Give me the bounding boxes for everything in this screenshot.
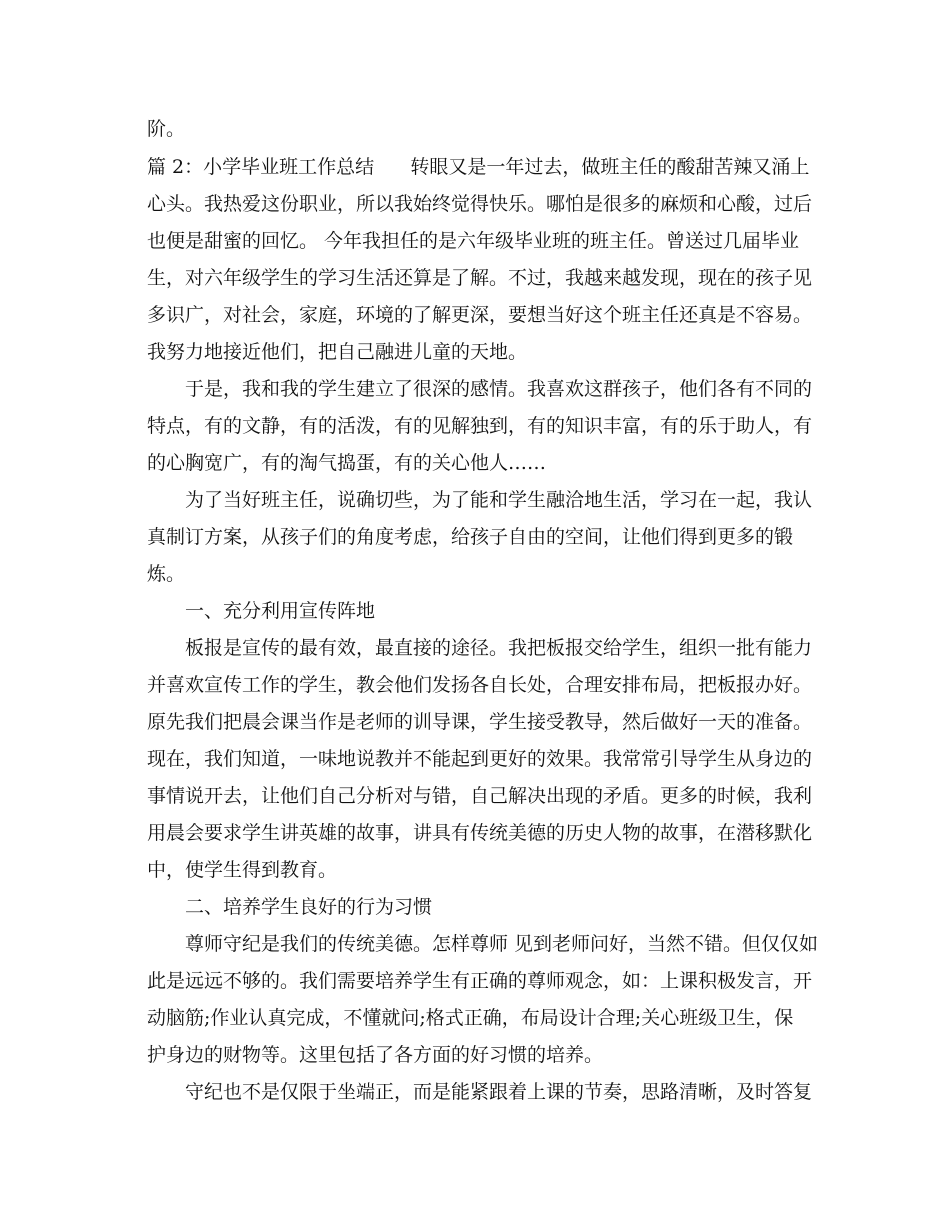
text-line: 此是远远不够的。我们需要培养学生有正确的尊师观念，如：上课积极发言，开 (147, 970, 813, 992)
section-heading: 二、培养学生良好的行为习惯 (185, 896, 433, 918)
paragraph-first-line: 板报是宣传的最有效，最直接的途径。我把板报交给学生，组织一批有能力 (185, 637, 813, 659)
text-line: 并喜欢宣传工作的学生，教会他们发扬各自长处，合理安排布局，把板报办好。 (147, 674, 813, 696)
text-line: 我努力地接近他们，把自己融进儿童的天地。 (147, 341, 528, 363)
text-line: 用晨会要求学生讲英雄的故事，讲具有传统美德的历史人物的故事，在潜移默化 (147, 822, 813, 844)
section-heading: 一、充分利用宣传阵地 (185, 600, 376, 622)
text-line: 特点，有的文静，有的活泼，有的见解独到，有的知识丰富，有的乐于助人，有 (147, 415, 813, 437)
text-line: 炼。 (147, 563, 186, 585)
text-line: 护身边的财物等。这里包括了各方面的好习惯的培养。 (147, 1044, 604, 1066)
text-line: 心头。我热爱这份职业，所以我始终觉得快乐。哪怕是很多的麻烦和心酸，过后 (147, 193, 813, 215)
paragraph-first-line: 为了当好班主任，说确切些，为了能和学生融洽地生活，学习在一起，我认 (185, 489, 813, 511)
paragraph-first-line: 尊师守纪是我们的传统美德。怎样尊师 见到老师问好，当然不错。但仅仅如 (185, 933, 819, 955)
text-line: 的心胸宽广，有的淘气捣蛋，有的关心他人…… (147, 452, 547, 474)
text-line: 多识广，对社会，家庭，环境的了解更深，要想当好这个班主任还真是不容易。 (147, 304, 813, 326)
text-line: 也便是甜蜜的回忆。 今年我担任的是六年级毕业班的班主任。曾送过几届毕业 (147, 230, 800, 252)
text-line: 生，对六年级学生的学习生活还算是了解。不过，我越来越发现，现在的孩子见 (147, 267, 813, 289)
text-line: 阶。 (147, 118, 186, 140)
text-line: 事情说开去，让他们自己分析对与错，自己解决出现的矛盾。更多的时候，我利 (147, 785, 813, 807)
text-line: 真制订方案，从孩子们的角度考虑，给孩子自由的空间，让他们得到更多的锻 (147, 526, 794, 548)
text-line: 动脑筋;作业认真完成，不懂就问;格式正确，布局设计合理;关心班级卫生，保 (147, 1007, 794, 1029)
text-line: 篇 2：小学毕业班工作总结 转眼又是一年过去，做班主任的酸甜苦辣又涌上 (147, 156, 810, 178)
text-line: 中，使学生得到教育。 (147, 859, 338, 881)
text-line: 现在，我们知道，一味地说教并不能起到更好的效果。我常常引导学生从身边的 (147, 748, 813, 770)
paragraph-first-line: 于是，我和我的学生建立了很深的感情。我喜欢这群孩子，他们各有不同的 (185, 378, 813, 400)
paragraph-first-line: 守纪也不是仅限于坐端正，而是能紧跟着上课的节奏，思路清晰，及时答复 (185, 1081, 813, 1103)
text-line: 原先我们把晨会课当作是老师的训导课，学生接受教导，然后做好一天的准备。 (147, 711, 813, 733)
